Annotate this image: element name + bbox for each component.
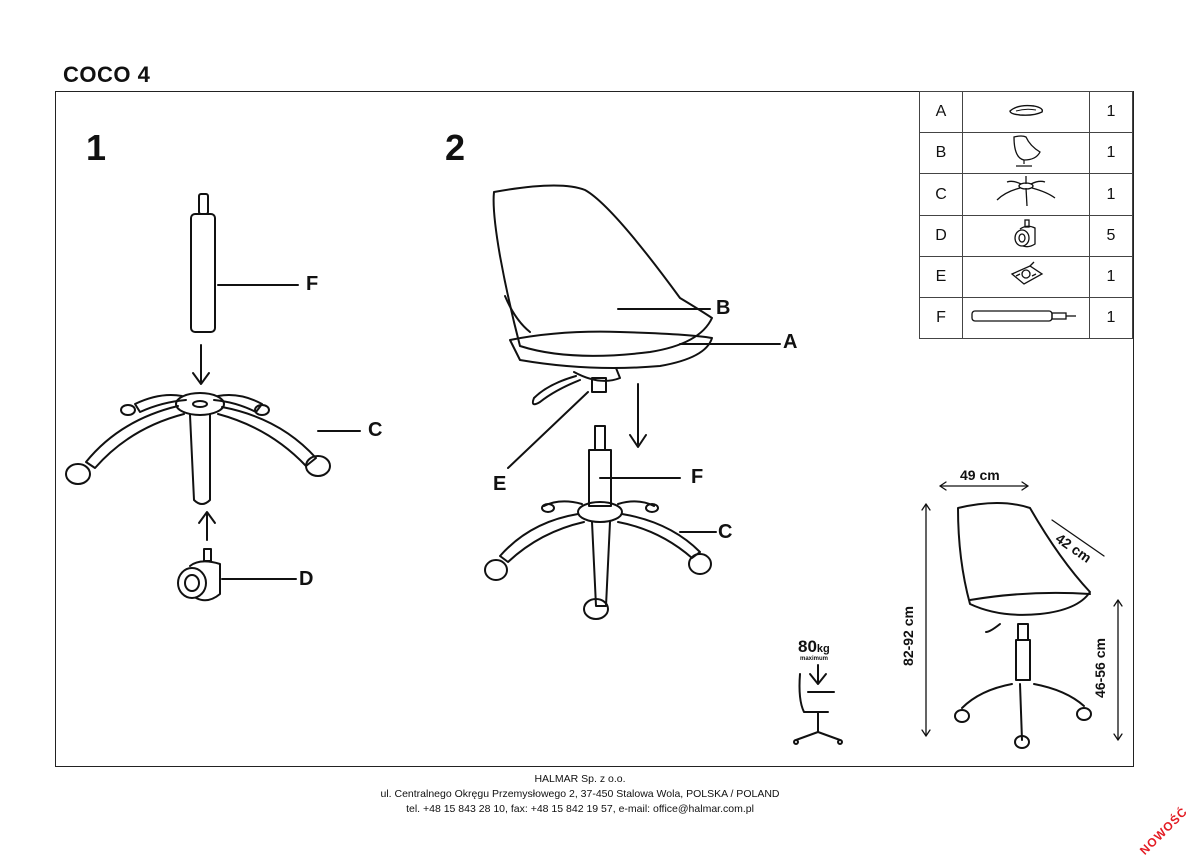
step2-label-a: A [783, 331, 798, 353]
dimension-height: 82-92 cm [899, 606, 916, 666]
seat-shell-icon [963, 133, 1090, 174]
step2-gas-lift-icon [589, 426, 680, 506]
step2-label-c: C [718, 521, 733, 543]
step1-gas-lift-icon [191, 194, 298, 332]
dimension-depth: 42 cm [1052, 530, 1095, 566]
step1-caster-icon [178, 549, 296, 600]
step2-seat-shell-icon [494, 185, 712, 355]
capacity-sub: maximum [800, 656, 829, 662]
footer-address: ul. Centralnego Okręgu Przemysłowego 2, 37-450 Stalowa Wola, POLSKA / POLAND [380, 788, 780, 800]
star-base-icon [963, 174, 1090, 216]
caster-icon [963, 216, 1090, 257]
parts-row [920, 92, 1133, 133]
part-qty: 1 [1090, 298, 1133, 339]
part-qty: 1 [1090, 92, 1133, 133]
footer-contact: tel. +48 15 843 28 10, fax: +48 15 842 19 57, e-mail: office@halmar.com.pl [406, 803, 754, 815]
dimension-seat-height: 46-56 cm [1091, 638, 1108, 698]
dimension-width: 49 cm [960, 467, 1000, 483]
part-letter: C [920, 174, 963, 216]
part-qty: 1 [1090, 174, 1133, 216]
step1-star-base-icon [66, 393, 360, 504]
dimension-lines [922, 482, 1122, 740]
footer [0, 772, 1160, 817]
part-letter: A [920, 92, 963, 133]
parts-row [920, 298, 1133, 339]
part-letter: B [920, 133, 963, 174]
step2-star-base-icon [485, 501, 716, 619]
gas-lift-icon [963, 298, 1090, 339]
capacity-value [798, 637, 830, 657]
part-letter: E [920, 257, 963, 298]
step1-label-c: C [368, 419, 383, 441]
step2-mechanism-icon [508, 368, 620, 468]
parts-row [920, 216, 1133, 257]
part-qty: 1 [1090, 133, 1133, 174]
part-letter: F [920, 298, 963, 339]
part-qty: 5 [1090, 216, 1133, 257]
parts-table [919, 91, 1133, 339]
mechanism-plate-icon [963, 257, 1090, 298]
product-title: COCO 4 [63, 62, 151, 87]
parts-row [920, 174, 1133, 216]
step1-label-d: D [299, 568, 314, 590]
step-number-2: 2 [445, 127, 466, 168]
parts-row [920, 133, 1133, 174]
step-number-1: 1 [86, 127, 107, 168]
capacity-unit: kg [816, 643, 830, 655]
parts-row [920, 257, 1133, 298]
part-qty: 1 [1090, 257, 1133, 298]
cushion-icon [963, 92, 1090, 133]
step2-label-e: E [493, 473, 507, 495]
capacity-number: 80 [798, 637, 817, 656]
part-letter: D [920, 216, 963, 257]
step1-label-f: F [306, 273, 319, 295]
step2-label-b: B [716, 297, 731, 319]
step2-label-f: F [691, 466, 704, 488]
weight-capacity-icon [794, 665, 842, 744]
step2-cushion-icon [510, 332, 780, 368]
footer-company: HALMAR Sp. z o.o. [534, 773, 626, 785]
new-badge: NOWOŚĆ [1136, 804, 1190, 858]
